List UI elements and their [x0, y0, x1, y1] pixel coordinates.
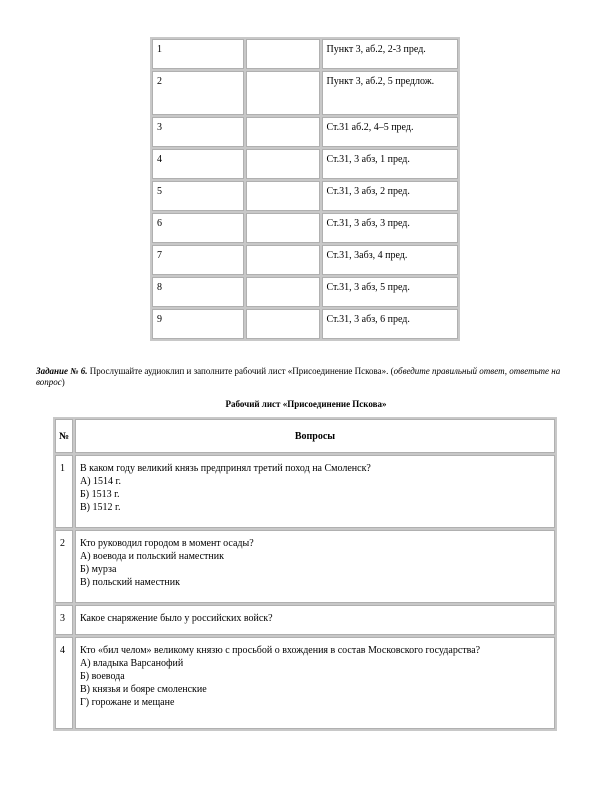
reference-cell: Ст.31, 3абз, 4 пред.	[322, 245, 458, 275]
table-row	[152, 181, 458, 211]
answer-cell	[246, 277, 320, 307]
answer-cell	[246, 149, 320, 179]
question-cell	[75, 455, 555, 528]
table-header-row	[55, 419, 555, 453]
table-row	[152, 149, 458, 179]
question-number: 4	[55, 637, 73, 729]
reference-cell: Пункт 3, аб.2, 5 предлож.	[322, 71, 458, 115]
answer-cell	[246, 71, 320, 115]
task-instruction	[36, 366, 576, 388]
question-row	[55, 605, 555, 635]
reference-cell: Ст.31, 3 абз, 1 пред.	[322, 149, 458, 179]
row-number: 5	[152, 181, 244, 211]
answer-option[interactable]: В) 1512 г.	[80, 502, 121, 513]
question-row	[55, 637, 555, 729]
table-row	[152, 213, 458, 243]
question-number: 1	[55, 455, 73, 528]
task-close: )	[61, 377, 65, 387]
header-questions: Вопросы	[75, 419, 555, 453]
reference-cell: Пункт 3, аб.2, 2-3 пред.	[322, 39, 458, 69]
answer-option[interactable]: А) 1514 г.	[80, 476, 122, 487]
answer-cell	[246, 181, 320, 211]
answer-cell	[246, 117, 320, 147]
answer-option[interactable]: В) князья и бояре смоленские	[80, 684, 207, 695]
reference-cell: Ст.31, 3 абз, 3 пред.	[322, 213, 458, 243]
question-number: 3	[55, 605, 73, 635]
row-number: 9	[152, 309, 244, 339]
question-text: Какое снаряжение было у российских войск?	[80, 613, 273, 624]
table-row	[152, 39, 458, 69]
answer-option[interactable]: Г) горожане и мещане	[80, 697, 175, 708]
answer-option[interactable]: А) воевода и польский наместник	[80, 551, 224, 562]
answer-cell	[246, 39, 320, 69]
task-text: Прослушайте аудиоклип и заполните рабочий лист «Присоединение Пскова». (	[87, 366, 394, 376]
question-number: 2	[55, 530, 73, 603]
row-number: 2	[152, 71, 244, 115]
answer-option[interactable]: Б) 1513 г.	[80, 489, 120, 500]
table-row	[152, 71, 458, 115]
answer-option[interactable]: Б) мурза	[80, 564, 117, 575]
row-number: 4	[152, 149, 244, 179]
answer-option[interactable]: В) польский наместник	[80, 577, 180, 588]
table-row	[152, 117, 458, 147]
question-text: В каком году великий князь предпринял третий поход на Смоленск?	[80, 463, 371, 474]
task-label: Задание № 6.	[36, 366, 88, 376]
table-row	[152, 309, 458, 339]
task-note: обведите правильный ответ, ответьте на вопрос	[36, 366, 561, 387]
question-text: Кто руководил городом в момент осады?	[80, 538, 254, 549]
answer-cell	[246, 245, 320, 275]
reference-cell: Ст.31, 3 абз, 5 пред.	[322, 277, 458, 307]
question-cell[interactable]	[75, 605, 555, 635]
reference-table	[150, 37, 460, 341]
question-cell	[75, 530, 555, 603]
question-row	[55, 530, 555, 603]
questions-table	[53, 417, 557, 731]
question-cell	[75, 637, 555, 729]
row-number: 6	[152, 213, 244, 243]
question-text: Кто «бил челом» великому князю с просьбой о вхождения в состав Московского государства?	[80, 645, 481, 656]
answer-option[interactable]: Б) воевода	[80, 671, 125, 682]
row-number: 7	[152, 245, 244, 275]
answer-cell	[246, 213, 320, 243]
worksheet-title: Рабочий лист «Присоединение Пскова»	[225, 399, 387, 409]
reference-cell: Ст.31 аб.2, 4–5 пред.	[322, 117, 458, 147]
header-number: №	[55, 419, 73, 453]
reference-cell: Ст.31, 3 абз, 2 пред.	[322, 181, 458, 211]
reference-cell: Ст.31, 3 абз, 6 пред.	[322, 309, 458, 339]
table-row	[152, 277, 458, 307]
row-number: 3	[152, 117, 244, 147]
row-number: 8	[152, 277, 244, 307]
answer-cell	[246, 309, 320, 339]
row-number: 1	[152, 39, 244, 69]
table-row	[152, 245, 458, 275]
answer-option[interactable]: А) владыка Варсанофий	[80, 658, 184, 669]
question-row	[55, 455, 555, 528]
